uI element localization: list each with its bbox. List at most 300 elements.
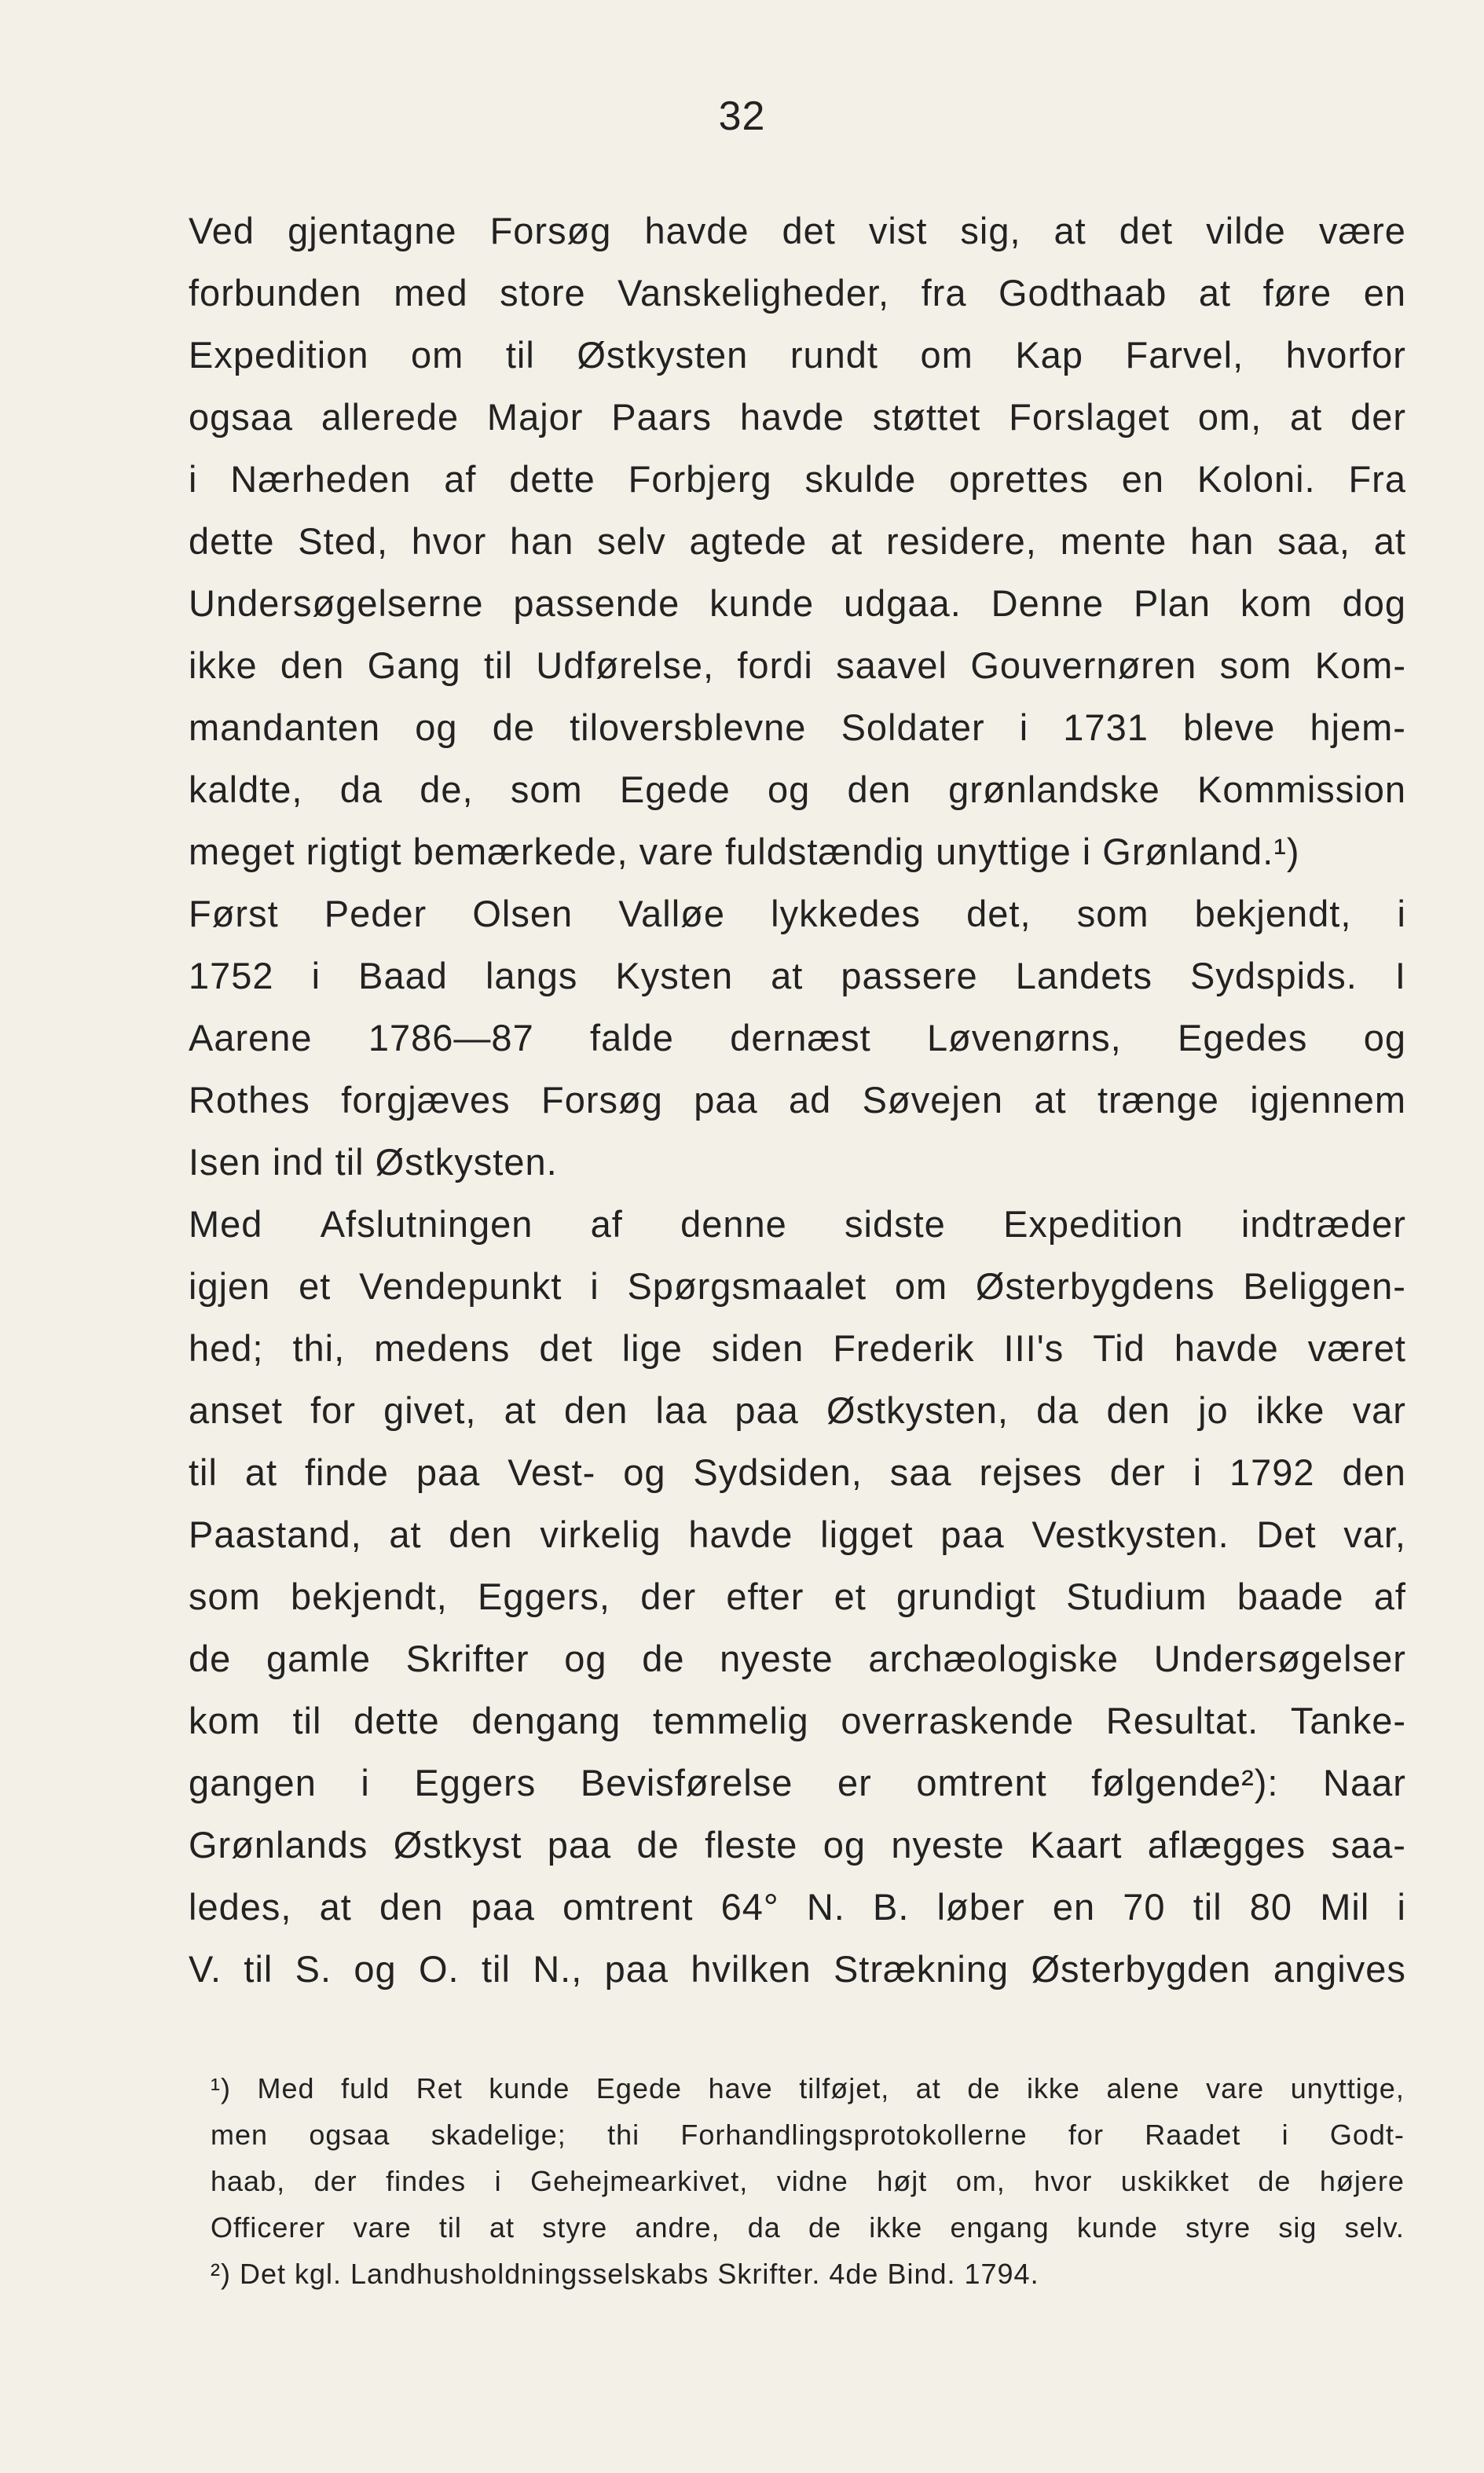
word: i [1193,1451,1203,1493]
word: siden [711,1327,804,1369]
word: Det [1256,1514,1317,1555]
word: Rothes [189,1079,310,1121]
word: der [640,1576,697,1617]
word: og [564,1638,607,1679]
word: det, [966,893,1031,934]
word: skulde [804,458,917,500]
word: Østkysten, [826,1389,1009,1431]
word: styre [1185,2211,1251,2244]
word: Søvejen [862,1079,1004,1121]
word: Studium [1066,1576,1207,1617]
word: i [590,1265,599,1307]
footnote-line [211,2112,1405,2158]
text-line [189,1441,1406,1503]
word: Eggers, [478,1576,610,1617]
word: Løvenørns, [927,1017,1122,1059]
word: ikke [1026,2072,1080,2104]
word: og [354,1948,397,1990]
word: Beliggen- [1243,1265,1406,1307]
word: for [1068,2119,1104,2151]
word: og [1363,1017,1406,1059]
word: til [189,1451,218,1493]
word: i [1397,1886,1406,1928]
text-line [189,1627,1406,1690]
word: Denne [991,582,1105,624]
word: han [509,520,574,562]
word: i [361,1762,370,1803]
word: Godthaab [998,272,1167,314]
word: Udførelse, [536,644,715,686]
word: støttet [872,396,981,438]
text-line [189,1317,1406,1379]
word: have [708,2072,773,2104]
word: de [967,2072,1001,2104]
word: 70 [1123,1886,1166,1928]
word: af [590,1203,623,1245]
footnote-line [211,2251,1405,2297]
word: selv. [1344,2211,1405,2244]
word: III's [1003,1327,1064,1369]
word: til [483,644,513,686]
word: om, [955,2165,1006,2197]
word: Tanke- [1290,1700,1406,1741]
word: indtræder [1240,1203,1406,1245]
word: en [1052,1886,1096,1928]
word: kaldte, [189,769,303,810]
word: Gehejmearkivet, [530,2165,749,2197]
word: B. [872,1886,910,1928]
word: rundt [790,334,878,376]
text-line [189,1503,1406,1565]
word: kom [1240,582,1313,624]
word: bekjendt, [291,1576,448,1617]
word: skadelige; [431,2119,566,2151]
word: at [771,955,804,996]
word: Major [486,396,584,438]
word: i [1397,893,1406,934]
word: til [1193,1886,1222,1928]
word: Forsøg [489,210,612,251]
word: til [481,1948,511,1990]
word: de [636,1824,680,1866]
word: til [438,2211,462,2244]
word: at [1034,1079,1067,1121]
word: i [189,458,198,500]
word: Soldater [841,706,985,748]
word: Officerer [211,2211,326,2244]
word: Tid [1093,1327,1145,1369]
word: og [415,706,458,748]
word: den [1342,1451,1406,1493]
word: aflægges [1147,1824,1306,1866]
word: Kysten [615,955,734,996]
word: Strækning [833,1948,1009,1990]
word: hed; [189,1327,264,1369]
word: en [1363,272,1406,314]
word: gamle [266,1638,371,1679]
word: det [1119,210,1174,251]
word: den [280,644,345,686]
word: V. [189,1948,222,1990]
word: at [830,520,863,562]
word: residere, [885,520,1037,562]
word: Sted, [298,520,389,562]
word: kunde [1076,2211,1158,2244]
word: Forhandlingsprotokollerne [680,2119,1028,2151]
word: Vestkysten. [1031,1514,1229,1555]
word: Vanskeligheder, [617,272,890,314]
word: grundigt [896,1576,1036,1617]
word: dernæst [730,1017,871,1059]
word: omtrent [562,1886,694,1928]
word: ¹) [211,2072,231,2104]
text-line [189,448,1406,510]
word: paa [940,1514,1005,1555]
word: som [1219,644,1292,686]
word: saa- [1331,1824,1406,1866]
word: Spørgsmaalet [627,1265,867,1307]
word: i [1019,706,1029,748]
text-line [189,200,1406,262]
word: der [1109,1451,1166,1493]
word: tiloversblevne [570,706,807,748]
word: Kap [1015,334,1083,376]
word: ogsaa [189,396,294,438]
word: hvilken [691,1948,812,1990]
word: at [244,1451,278,1493]
word: et [834,1576,867,1617]
body-text [189,200,1406,2000]
text-line [189,1193,1406,1255]
footnote-line [211,2065,1405,2112]
word: Vest- [507,1451,596,1493]
word: givet, [383,1389,477,1431]
word: thi [607,2119,640,2151]
text-line [189,1938,1406,2000]
word: Landets [1015,955,1152,996]
word: mente [1060,520,1167,562]
word: der [313,2165,357,2197]
word: Kom- [1314,644,1406,686]
word: agtede [689,520,808,562]
word: at [319,1886,352,1928]
word: at [504,1389,537,1431]
word: jo [1198,1389,1229,1431]
word: engang [950,2211,1050,2244]
text-line [189,1565,1406,1627]
word: fleste [705,1824,798,1866]
word: som [510,769,583,810]
word: store [500,272,586,314]
word: dette [509,458,595,500]
word: paa [694,1079,758,1121]
word: at [1373,520,1406,562]
word: 64° [720,1886,779,1928]
word: Afslutningen [320,1203,533,1245]
word: oprettes [949,458,1089,500]
text-line [189,324,1406,386]
word: Egede [595,2072,683,2104]
word: og [767,769,811,810]
word: trænge [1097,1079,1219,1121]
word: Raadet [1145,2119,1241,2151]
word: at [1053,210,1086,251]
word: Gang [367,644,461,686]
word: Kaart [1030,1824,1123,1866]
word: rejses [979,1451,1083,1493]
word: saavel [836,644,947,686]
word: dette [189,520,275,562]
word: sig, [960,210,1021,251]
word: finde [305,1451,389,1493]
word: den [1106,1389,1171,1431]
text-line-content: Isen ind til Østkysten. [189,1141,558,1183]
word: en [1121,458,1165,500]
word: Østerbygden [1031,1948,1251,1990]
word: den [379,1886,444,1928]
word: 1731 [1063,706,1149,748]
word: der [1350,396,1406,438]
word: Østkyst [393,1824,522,1866]
footnotes [211,2065,1405,2297]
word: denne [680,1203,787,1245]
word: styre [542,2211,608,2244]
word: til [292,1700,322,1741]
word: Ret [416,2072,463,2104]
word: de [642,1638,685,1679]
word: saa, [1277,520,1350,562]
word: Frederik [833,1327,975,1369]
word: af [1373,1576,1406,1617]
word: havde [1174,1327,1279,1369]
word: men [211,2119,269,2151]
word: omtrent [916,1762,1047,1803]
word: N. [806,1886,845,1928]
word: ad [789,1079,832,1121]
word: i [311,955,321,996]
text-line [189,882,1406,945]
word: unyttige, [1290,2072,1405,2104]
word: hvorfor [1285,334,1406,376]
word: da [339,769,383,810]
word: været [1307,1327,1406,1369]
word: Egede [619,769,731,810]
word: Plan [1133,582,1211,624]
word: falde [590,1017,674,1059]
word: Expedition [189,334,369,376]
word: 80 [1249,1886,1293,1928]
text-line [189,262,1406,324]
word: paa [547,1824,612,1866]
word: til [244,1948,273,1990]
word: Koloni. [1196,458,1316,500]
word: anset [189,1389,283,1431]
word: Først [189,893,279,934]
word: at [915,2072,941,2104]
word: sidste [845,1203,946,1245]
word: selv [597,520,666,562]
page-number: 32 [718,94,766,139]
word: Naar [1323,1762,1406,1803]
word: nyeste [720,1638,834,1679]
word: paa [416,1451,481,1493]
word: ikke [869,2211,923,2244]
word: Valløe [618,893,725,934]
word: sig [1278,2211,1317,2244]
word: fra [921,272,967,314]
word: om, [1197,396,1262,438]
text-line [189,386,1406,448]
word: kunde [709,582,815,624]
word: Gouvernøren [970,644,1197,686]
text-line [189,1379,1406,1441]
text-line [189,945,1406,1007]
word: 1786—87 [368,1017,534,1059]
word: paa [735,1389,799,1431]
text-line [189,510,1406,572]
word: den [847,769,911,810]
word: N., [533,1948,583,1990]
word: de [808,2211,842,2244]
word: i [1281,2119,1289,2151]
word: vare [1206,2072,1265,2104]
word: om [894,1265,948,1307]
word: af [444,458,477,500]
word: gjentagne [288,210,457,251]
word: følgende²): [1091,1762,1279,1803]
word: passende [513,582,680,624]
word: højere [1319,2165,1405,2197]
word: at [489,2211,515,2244]
word: Godt- [1329,2119,1405,2151]
word: at [1198,272,1232,314]
word: ikke [1255,1389,1325,1431]
word: lykkedes [771,893,921,934]
word: Expedition [1003,1203,1184,1245]
word: Forbjerg [628,458,772,500]
word: findes [386,2165,467,2197]
word: Baad [358,955,448,996]
word: Skrifter [405,1638,529,1679]
text-line [189,1131,1406,1193]
word: det [782,210,836,251]
word: som [189,1576,261,1617]
word: med [394,272,468,314]
word: grønlandske [948,769,1160,810]
word: i [494,2165,502,2197]
word: baade [1237,1576,1344,1617]
word: vist [868,210,928,251]
word: kunde [489,2072,570,2104]
word: igjen [189,1265,271,1307]
word: løber [936,1886,1025,1928]
word: de [189,1638,232,1679]
word: gangen [189,1762,317,1803]
word: 1792 [1229,1451,1315,1493]
word: angives [1273,1948,1406,1990]
word: udgaa. [844,582,962,624]
word: Grønlands [189,1824,368,1866]
word: da [1036,1389,1079,1431]
word: havde [644,210,749,251]
word: Undersøgelserne [189,582,484,624]
text-line-content: meget rigtigt bemærkede, vare fuldstændig unyttige i Grønland.¹) [189,831,1300,872]
word: Vendepunkt [359,1265,562,1307]
word: ligget [820,1514,914,1555]
word: Eggers [414,1762,537,1803]
word: Olsen [472,893,573,934]
word: Sydsiden, [693,1451,863,1493]
text-line [189,820,1406,882]
word: som [1076,893,1149,934]
word: Mil [1320,1886,1370,1928]
word: I [1394,955,1406,996]
word: højt [877,2165,928,2197]
word: paa [471,1886,535,1928]
text-line [189,1876,1406,1938]
word: fuld [341,2072,390,2104]
word: temmelig [652,1700,809,1741]
word: passere [841,955,978,996]
word: om [920,334,973,376]
word: igjennem [1250,1079,1406,1121]
word: havde [739,396,845,438]
word: efter [726,1576,804,1617]
word: ogsaa [309,2119,390,2151]
word: var, [1343,1514,1406,1555]
word: til [505,334,535,376]
word: det [539,1327,593,1369]
text-line [189,696,1406,758]
word: allerede [321,396,460,438]
word: hjem- [1310,706,1406,748]
word: overraskende [841,1700,1075,1741]
word: alene [1106,2072,1180,2104]
word: for [310,1389,356,1431]
word: de, [420,769,474,810]
word: er [837,1762,872,1803]
word: Kommission [1197,769,1406,810]
text-line [189,1069,1406,1131]
word: thi, [292,1327,346,1369]
word: Nærheden [230,458,412,500]
word: den [563,1389,628,1431]
word: Østkysten [577,334,749,376]
word: laa [655,1389,708,1431]
word: Undersøgelser [1153,1638,1406,1679]
word: Paars [611,396,713,438]
word: bekjendt, [1194,893,1352,934]
word: Forslaget [1009,396,1171,438]
word: bleve [1182,706,1276,748]
word: da [747,2211,781,2244]
word: forbunden [189,272,362,314]
word: O. [419,1948,460,1990]
word: vilde [1206,210,1286,251]
word: kom [189,1700,261,1741]
word: hvor [411,520,487,562]
word: de [1258,2165,1292,2197]
word: og [823,1824,866,1866]
word: lige [621,1327,683,1369]
text-line [189,758,1406,820]
word: paa [604,1948,669,1990]
word: Forsøg [541,1079,663,1121]
word: haab, [211,2165,286,2197]
word: føre [1262,272,1332,314]
word: Egedes [1178,1017,1308,1059]
word: Ved [189,210,255,251]
